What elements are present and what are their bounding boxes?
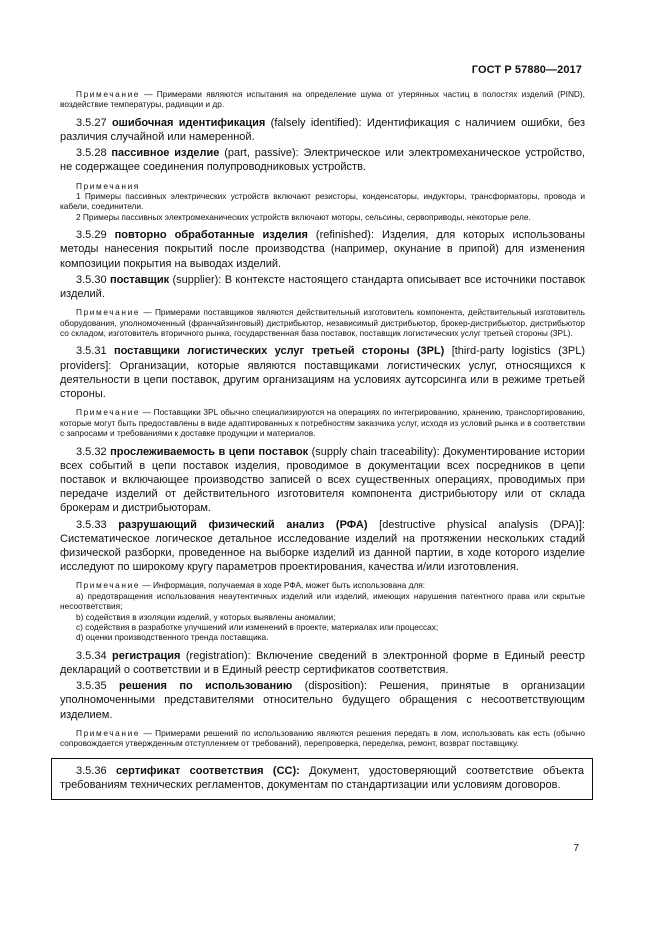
term-title: разрушающий физический анализ (РФА): [118, 518, 368, 531]
note-list-item: c) содействия в разработке улучшений или изменений в проекте, материалах или процессах;: [76, 621, 439, 632]
boxed-term-3-5-36: [51, 758, 593, 800]
term-title: поставщик: [109, 273, 170, 286]
note-label: Примечание: [76, 580, 141, 591]
term-title: регистрация: [112, 649, 181, 662]
page-content: [60, 89, 585, 800]
term-3-5-32: 3.5.32 прослеживаемость в цепи поставок (supply chain traceability): Документирование истории всех событий в цепи поставок изделия, проводимое в документации всех посредников в цепи поставок и включающее производство записей о всех существенных операциях, проводимых при передаче изделий от действительного изготовителя компонента дистрибьютору или от склада брокерам и дистрибьюторам.: [60, 445, 585, 515]
term-definition: (registration): Включение сведений в электронной форме в Единый реестр деклараций о соответствии и в Единый реестр сертификатов соответствия.: [60, 649, 585, 676]
term-definition: (supplier): В контексте настоящего стандарта описывает все источники поставок изделий.: [60, 273, 585, 301]
notes-heading: Примечания: [76, 180, 140, 191]
note-text: Примерами решений по использованию являются решения передать в лом, использовать как есть (обычно сопровождается утвержденным отступлением от требований), перепроверка, переделка, ремонт, возврат поставщику.: [60, 727, 585, 749]
term-definition: (disposition): Решения, принятые в организации уполномоченными представителями относительно будущего обращения с несоответствующим изделием.: [60, 680, 586, 721]
note-list-item: b) содействия в изоляции изделий, у которых выявлены аномалии;: [76, 611, 336, 622]
note-item: 1 Примеры пассивных электрических устройств включают резисторы, конденсаторы, индукторы, трансформаторы, провода и кабели, соединители.: [60, 191, 585, 212]
note-3-5-30: Примечание — Примерами поставщиков являются действительный изготовитель компонента, действительный изготовитель оборудования, уполномоченный (франчайзинговый) дистрибьютор, независимый дистрибьютор, брокер-дистрибьютор, дистрибьютор со складом, изготовитель вторичного рынка, государственная база поставок, поставщик логистических услуг третьей стороны (3PL).: [60, 307, 585, 339]
term-definition: (supply chain traceability): Документирование истории всех событий в цепи поставок изделия, проводимое в документации всех посредников в цепи поставок и включающее производство записей о всех существенных операциях, проводимых при передаче изделий от действительного изготовителя компонента дистрибьютору или от склада брокерам и дистрибьюторам.: [60, 445, 585, 515]
note-label: Примечание: [76, 727, 141, 738]
note-label: Примечание: [76, 407, 141, 418]
note-text: Поставщики 3PL обычно специализируются на операциях по интегрированию, хранению, транспортированию, которые могут быть предоставлены в виде адаптированных к потребностям заказчика услуг, исходя из условий рынка и в соответствии с запросами и требованиями к доставке продукции и материалов.: [60, 407, 585, 439]
note-3-5-33: Примечание — Информация, получаемая в ходе РФА, может быть использована для:: [76, 580, 426, 591]
term-title: ошибочная идентификация: [111, 116, 266, 129]
note-list-item: a) предотвращения использования неаутентичных изделий или изделий, имеющих нарушения патентного права или скрытые несоответствия;: [60, 590, 585, 612]
standard-designation: ГОСТ Р 57880—2017: [471, 64, 582, 76]
term-definition: [destructive physical analysis (DPA)]: Систематическое логическое детальное исследование изделий на протяжении нескольких стадий физической разборки, проведенное на выборке изделий из данной партии, в ходе которого изделие исследуют по широкому кругу параметров проектирования, качества и/или изготовления.: [60, 518, 585, 574]
term-3-5-35: 3.5.35 решения по использованию (disposition): Решения, принятые в организации уполномоченными представителями относительно будущего обращения с несоответствующим изделием.: [60, 680, 586, 721]
term-definition: (part, passive): Электрическое или электромеханическое устройство, не содержащее соединения полупроводниковых устройств.: [60, 147, 585, 174]
term-3-5-29: 3.5.29 повторно обработанные изделия (refinished): Изделия, для которых использованы методы нанесения покрытий после производства (например, окунание в припой) для изменения композиции покрытия на выводах изделий.: [60, 229, 586, 270]
term-definition: (refinished): Изделия, для которых использованы методы нанесения покрытий после производства (например, окунание в припой) для изменения композиции покрытия на выводах изделий.: [60, 229, 586, 270]
note-3-5-35: Примечание — Примерами решений по использованию являются решения передать в лом, использовать как есть (обычно сопровождается утвержденным отступлением от требований), перепроверка, переделка, ремонт, возврат поставщику.: [60, 727, 585, 749]
note-label: Примечание: [76, 307, 141, 318]
term-3-5-30: 3.5.30 поставщик (supplier): В контексте настоящего стандарта описывает все источники поставок изделий.: [60, 273, 585, 301]
note-label: Примечание: [76, 89, 141, 99]
note-item: 2 Примеры пассивных электромеханических устройств включают моторы, сельсины, сервоприводы, некоторые реле.: [76, 211, 531, 222]
term-3-5-31: 3.5.31 поставщики логистических услуг третьей стороны (3PL) [third-party logistics (3PL) providers]: Организации, которые являются поставщиками логистических услуг, относящихся к деятельности в цепи поставок, другим организациям на условиях аутсорсинга или в режиме третьей стороны.: [60, 345, 585, 401]
note-3-5-26: Примечание — Примерами являются испытания на определение шума от утерянных частиц в полостях изделий (PIND), воздействие температуры, радиации и др.: [60, 89, 585, 110]
term-3-5-36: 3.5.36 сертификат соответствия (CC): Документ, удостоверяющий соответствие объекта требованиям технических регламентов, документам по стандартизации или условиям договоров.: [60, 764, 585, 791]
note-text: Информация, получаемая в ходе РФА, может быть использована для:: [152, 580, 426, 591]
term-3-5-34: 3.5.34 регистрация (registration): Включение сведений в электронной форме в Единый реестр деклараций о соответствии и в Единый реестр сертификатов соответствия.: [60, 649, 585, 676]
term-3-5-28: 3.5.28 пассивное изделие (part, passive): Электрическое или электромеханическое устройство, не содержащее соединения полупроводниковых устройств.: [60, 147, 585, 174]
note-list-item: d) оценки производственного тренда поставщика.: [76, 632, 269, 643]
term-3-5-27: 3.5.27 ошибочная идентификация (falsely identified): Идентификация с наличием ошибки, без различия случайной или намеренной.: [60, 116, 586, 144]
term-title: пассивное изделие: [111, 147, 220, 160]
term-definition: (falsely identified): Идентификация с наличием ошибки, без различия случайной или намеренной.: [60, 116, 586, 144]
note-3-5-31: Примечание — Поставщики 3PL обычно специализируются на операциях по интегрированию, хранению, транспортированию, которые могут быть предоставлены в виде адаптированных к потребностям заказчика услуг, исходя из условий рынка и в соответствии с запросами и требованиями к доставке продукции и материалов.: [60, 407, 585, 439]
term-3-5-33: 3.5.33 разрушающий физический анализ (РФА) [destructive physical analysis (DPA)]: Систематическое логическое детальное исследование изделий на протяжении нескольких стадий физической разборки, проведенное на выборке изделий из данной партии, в ходе которого изделие исследуют по широкому кругу параметров проектирования, качества и/или изготовления.: [60, 518, 585, 574]
term-title: прослеживаемость в цепи поставок: [110, 445, 309, 458]
note-text: Примерами являются испытания на определение шума от утерянных частиц в полостях изделий (PIND), воздействие температуры, радиации и др.: [60, 89, 585, 110]
note-text: Примерами поставщиков являются действительный изготовитель компонента, действительный изготовитель оборудования, уполномоченный (франчайзинговый) дистрибьютор, независимый дистрибьютор, брокер-дистрибьютор, дистрибьютор со складом, изготовитель вторичного рынка, государственная база поставок, поставщик логистических услуг третьей стороны (3PL).: [60, 307, 585, 339]
term-title: повторно обработанные изделия: [114, 229, 308, 242]
page-number: 7: [573, 843, 579, 854]
term-title: поставщики логистических услуг третьей стороны (3PL): [113, 345, 445, 358]
term-definition: Документ, удостоверяющий соответствие объекта требованиям технических регламентов, документам по стандартизации или условиям договоров.: [60, 764, 585, 791]
term-definition: [third-party logistics (3PL) providers]: Организации, которые являются поставщиками логистических услуг, относящихся к деятельности в цепи поставок, другим организациям на условиях аутсорсинга или в режиме третьей стороны.: [60, 345, 585, 401]
term-title: решения по использованию: [119, 680, 293, 693]
term-title: сертификат соответствия (CC):: [115, 764, 300, 777]
